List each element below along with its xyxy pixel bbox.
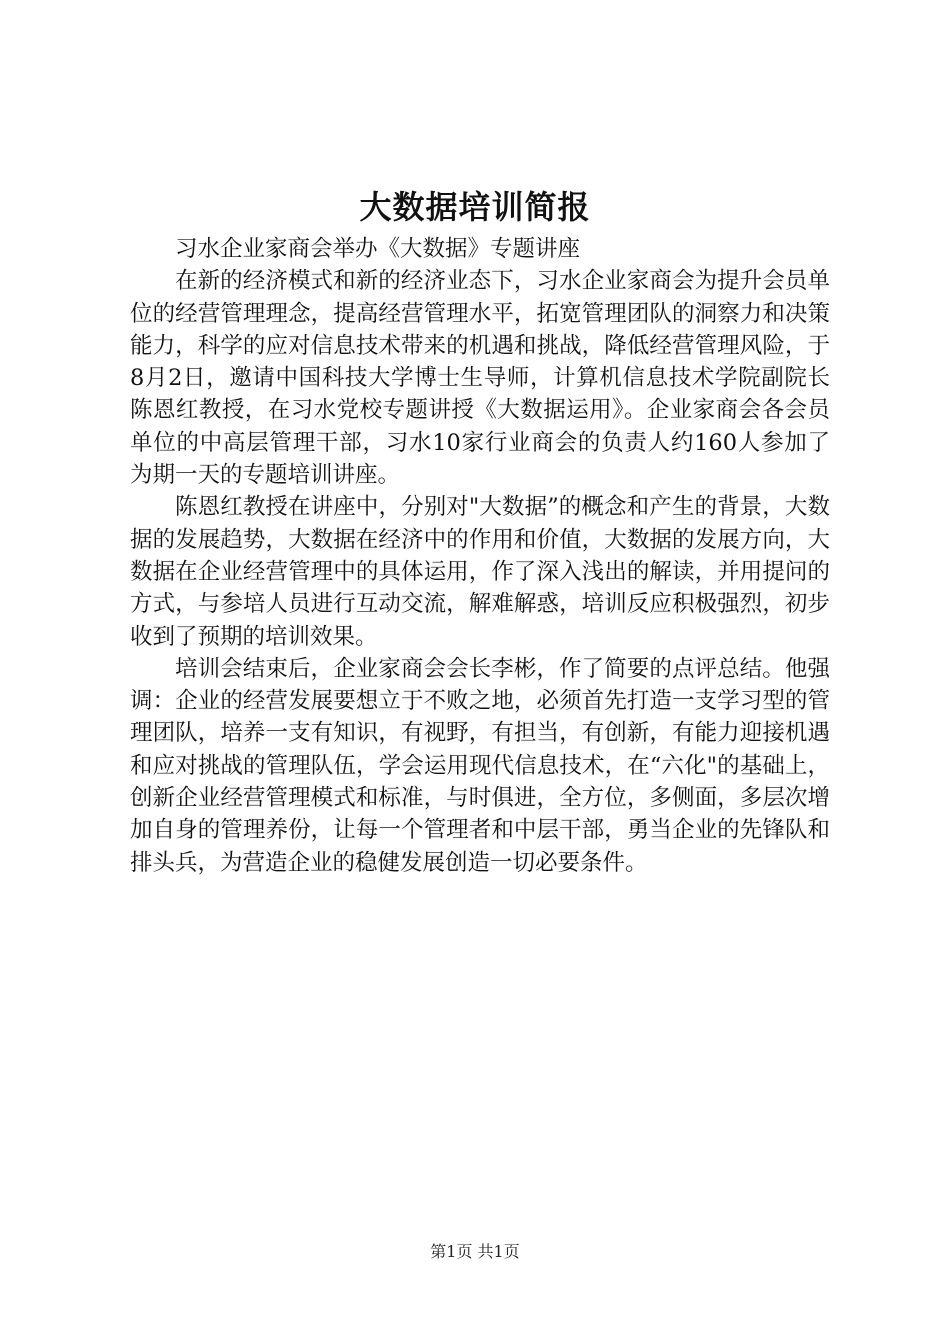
document-title: 大数据培训简报: [359, 188, 591, 226]
page-number-footer: 第1页 共1页: [430, 1242, 520, 1261]
body-paragraph: 培训会结束后，企业家商会会长李彬，作了简要的点评总结。他强调：企业的经营发展要想立于不败之地，必须首先打造一支学习型的管理团队，培养一支有知识，有视野，有担当，有创新，有能力迎接机遇和应对挑战的管理队伍，学会运用现代信息技术，在“六化"的基础上，创新企业经营管理模式和标准，与时俱进，全方位，多侧面，多层次增加自身的管理养份，让每一个管理者和中层干部，勇当企业的先锋队和排头兵，为营造企业的稳健发展创造一切必要条件。: [130, 655, 830, 876]
subtitle-paragraph: 习水企业家商会举办《大数据》专题讲座: [175, 236, 581, 262]
body-paragraph: 在新的经济模式和新的经济业态下，习水企业家商会为提升会员单位的经营管理理念，提高经营管理水平，拓宽管理团队的洞察力和决策能力，科学的应对信息技术带来的机遇和挑战，降低经营管理风险，于8月2日，邀请中国科技大学博士生导师，计算机信息技术学院副院长陈恩红教授，在习水党校专题讲授《大数据运用》。企业家商会各会员单位的中高层管理干部，习水10家行业商会的负责人约160人参加了为期一天的专题培训讲座。: [130, 268, 830, 489]
document-body: [130, 233, 830, 879]
body-paragraph: 陈恩红教授在讲座中，分别对"大数据”的概念和产生的背景，大数据的发展趋势，大数据在经济中的作用和价值，大数据的发展方向，大数据在企业经营管理中的具体运用，作了深入浅出的解读，并用提问的方式，与参培人员进行互动交流，解难解惑，培训反应积极强烈，初步收到了预期的培训效果。: [130, 494, 830, 650]
